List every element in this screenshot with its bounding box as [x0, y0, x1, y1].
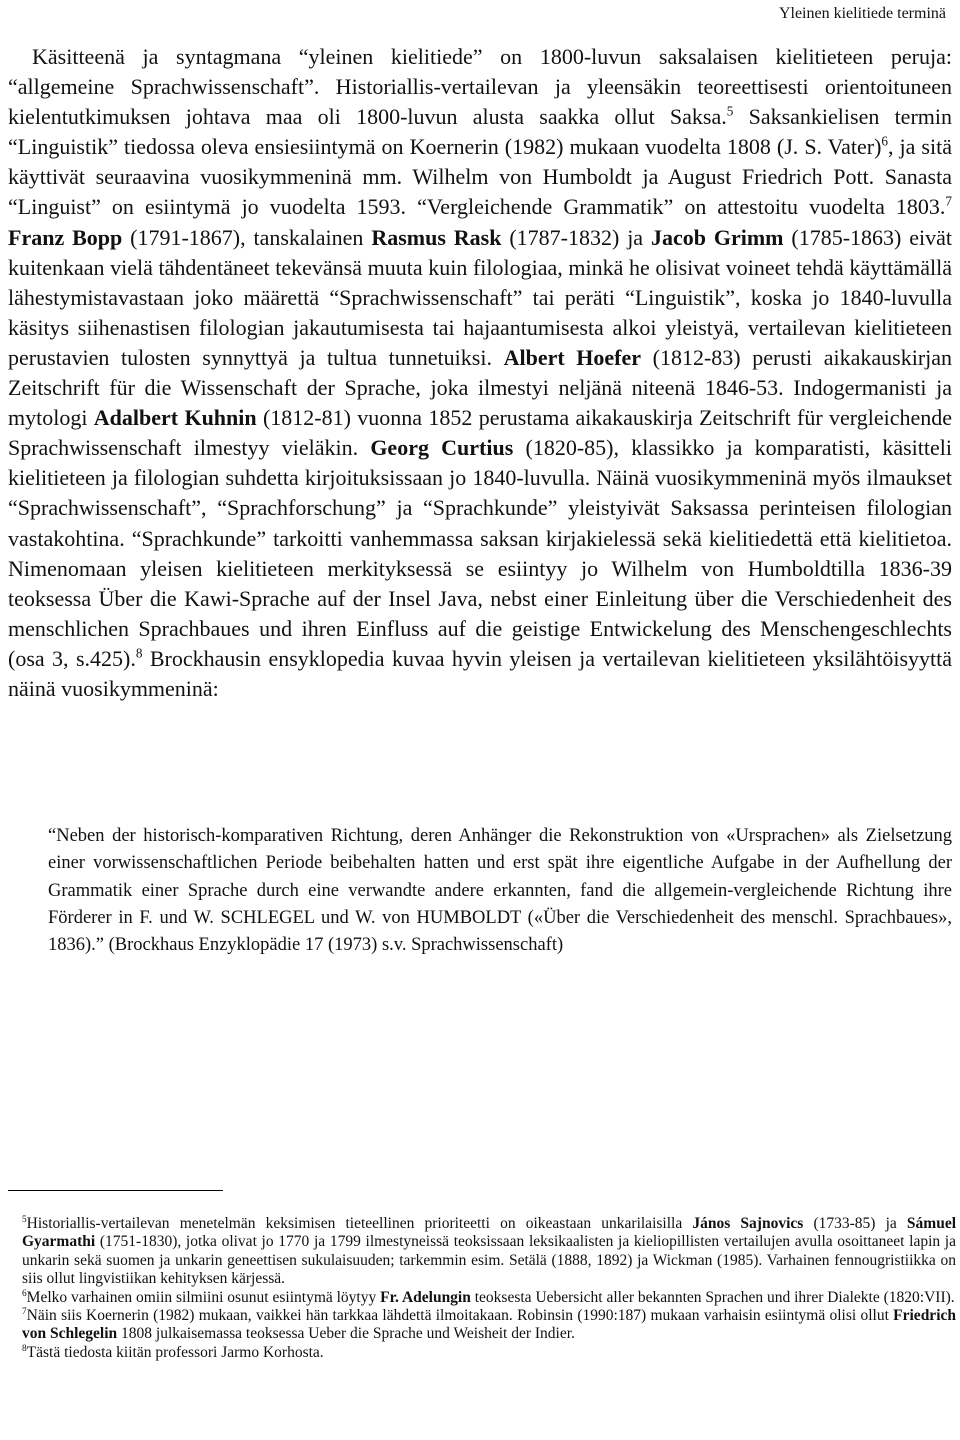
footnote-number: 6: [22, 1288, 27, 1299]
footnote-text: (1733-85) ja: [803, 1215, 907, 1232]
paragraph-text: (1820-85), klassikko ja komparatisti, käsitteli kielitieteen ja filologian suhdetta kirjoituksissaan jo 1840-luvulla. Näinä vuosikymmeninä myös ilmaukset “Sprachwissenschaft”, “Sprachforschung” ja “Sprachkunde” yleistyivät Saksassa perinteisen filologian vastakohtina. “Sprachkunde” tarkoitti vanhemmassa saksan kirjakielessä sekä kielitiedettä että kielitietoa. Nimenomaan yleisen kielitieteen merkityksessä se esiintyy jo Wilhelm von Humboldtilla 1836-39 teoksessa Über die Kawi-Sprache auf der Insel Java, nebst einer Einleitung über die Verschiedenheit des menschlichen Sprachbaues und ihren Einfluss auf die geistige Entwickelung des Menschengeschlechts (osa 3, s.425).: [8, 435, 952, 671]
footnote-text: teoksesta Uebersicht aller bekannten Sprachen und ihrer Dialekte (1820:VII).: [470, 1288, 955, 1306]
person-name-kuhn: Adalbert Kuhnin: [93, 405, 257, 431]
running-header: Yleinen kielitiede terminä: [778, 5, 946, 22]
footnote-text: Näin siis Koernerin (1982) mukaan, vaikkei hän tarkkaa lähdettä ilmoitakaan. Robinsin (1990:187) mukaan varhaisin esiintymä olisi ollut: [26, 1307, 894, 1325]
space: [492, 345, 504, 370]
person-name-hoefer: Albert Hoefer: [503, 344, 642, 370]
person-name-grimm: Jacob Grimm: [650, 224, 784, 250]
footnote-5: [22, 1215, 956, 1289]
person-name-curtius: Georg Curtius: [370, 435, 514, 461]
footnote-text: Tästä tiedosta kiitän professori Jarmo Korhosta.: [26, 1343, 324, 1361]
footnote-number: 8: [22, 1343, 27, 1354]
footnote-8: [22, 1344, 956, 1362]
block-quote: “Neben der historisch-komparativen Richtung, deren Anhänger die Rekonstruktion von «Ursprachen» als Zielsetzung einer vorwissenschaftlichen Periode beibehalten hatten und erst spät ihre eigentliche Aufgabe in der Aufhellung der Grammatik einer Sprache durch eine verwandte andere erkannten, fand die allgemein-vergleichende Richtung ihre Förderer in F. und W. SCHLEGEL und W. von HUMBOLDT («Über die Verschiedenheit des menschl. Sprachbaues», 1836).” (Brockhaus Enzyklopädie 17 (1973) s.v. Sprachwissenschaft): [48, 826, 952, 956]
paragraph-text: (1787-1832) ja: [501, 224, 651, 250]
footnote-text: Historiallis-vertailevan menetelmän keksimisen tieteellinen prioriteetti on oikeastaan unkarilaisilla: [26, 1215, 693, 1232]
body-paragraph: [8, 42, 952, 704]
footnote-text: 1808 julkaisemassa teoksessa Ueber die Sprache und Weisheit der Indier.: [117, 1325, 575, 1343]
footnote-ref-6[interactable]: 6: [881, 133, 889, 149]
space: [358, 435, 370, 460]
footnote-ref-8[interactable]: 8: [135, 645, 143, 661]
paragraph-text: Saksankielisen termin “Linguistik” tiedossa oleva ensiesiintymä on Koernerin (1982) mukaan vuodelta 1808 (J. S. Vater): [8, 104, 953, 160]
footnote-text: Melko varhainen omiin silmiini osunut esiintymä löytyy: [26, 1288, 381, 1306]
footnote-number: 5: [22, 1214, 27, 1225]
person-name: Friedrich von Schlegelin: [22, 1307, 956, 1343]
footnote-number: 7: [22, 1306, 27, 1317]
paragraph-text: Käsitteenä ja syntagmana “yleinen kielitiede” on 1800-luvun saksalaisen kielitieteen peruja: “allgemeine Sprachwissenschaft”. Historiallis-vertailevan ja yleensäkin teoreettisesti orientoituneen kielentutkimuksen johtava maa oli 1800-luvun alusta saakka ollut Saksa.: [8, 44, 952, 130]
footnote-ref-7[interactable]: 7: [945, 194, 952, 210]
footnote-7: [22, 1307, 956, 1344]
person-name-rask: Rasmus Rask: [371, 224, 502, 250]
paragraph-text: (1791-1867), tanskalainen: [122, 224, 372, 250]
paragraph-text: (1812-83) perusti aikakauskirjan Zeitschrift für die Wissenschaft der Sprache, joka ilmestyi neljänä niteenä 1846-53. Indogermanisti ja mytologi: [8, 344, 953, 431]
paragraph-text: (1812-81) vuonna 1852 perustama aikakauskirja Zeitschrift für vergleichende Sprachwissenschaft ilmestyy vieläkin.: [8, 405, 952, 461]
person-name: Sámuel Gyarmathi: [22, 1215, 957, 1251]
paragraph-text: Brockhausin ensyklopedia kuvaa hyvin yleisen ja vertailevan kielitieteen yksilähtöisyyttä näinä vuosikymmeninä:: [8, 645, 952, 701]
footnote-6: [22, 1289, 956, 1307]
paragraph-text: , ja sitä käyttivät seuraavina vuosikymmeninä mm. Wilhelm von Humboldt ja August Friedrich Pott. Sanasta “Linguist” on esiintymä jo vuodelta 1593. “Vergleichende Grammatik” on attestoitu vuodelta 1803.: [8, 134, 952, 220]
person-name-bopp: Franz Bopp: [8, 224, 123, 250]
person-name: János Sajnovics: [692, 1215, 804, 1232]
footnote-separator: [8, 1190, 223, 1191]
footnote-text: (1751-1830), jotka olivat jo 1770 ja 1799 ilmestyneissä teoksissaan leksikaalisten ja kieliopillisten vertailujen avulla osoittaneet lapin ja unkarin sekä suomen ja unkarin geneettisen sukulaisuuden; tarkemmin esim. Setälä (1888, 1892) ja Wickman (1985). Varhainen fennougristiikka on siis ollut lingvistiikan kehityksen kärjessä.: [22, 1233, 956, 1288]
paragraph-text: (1785-1863) eivät kuitenkaan vielä tähdentäneet tekevänsä muuta kuin filologiaa, minkä he olisivat voineet tehdä käyttämällä lähestymistavastaan joko määrettä “Sprachwissenschaft” tai peräti “Linguistik”, koska jo 1840-luvulla käsitys siihenastisen filologian jakautumisesta tai hajaantumisesta alkoi yleistyä, vertailevan kielitieteen perustavien tulosten synnyttyä ja tultua tunnetuiksi.: [8, 224, 952, 370]
person-name: Fr. Adelungin: [380, 1288, 471, 1306]
footnote-ref-5[interactable]: 5: [726, 103, 734, 119]
footnotes: [22, 1215, 956, 1362]
